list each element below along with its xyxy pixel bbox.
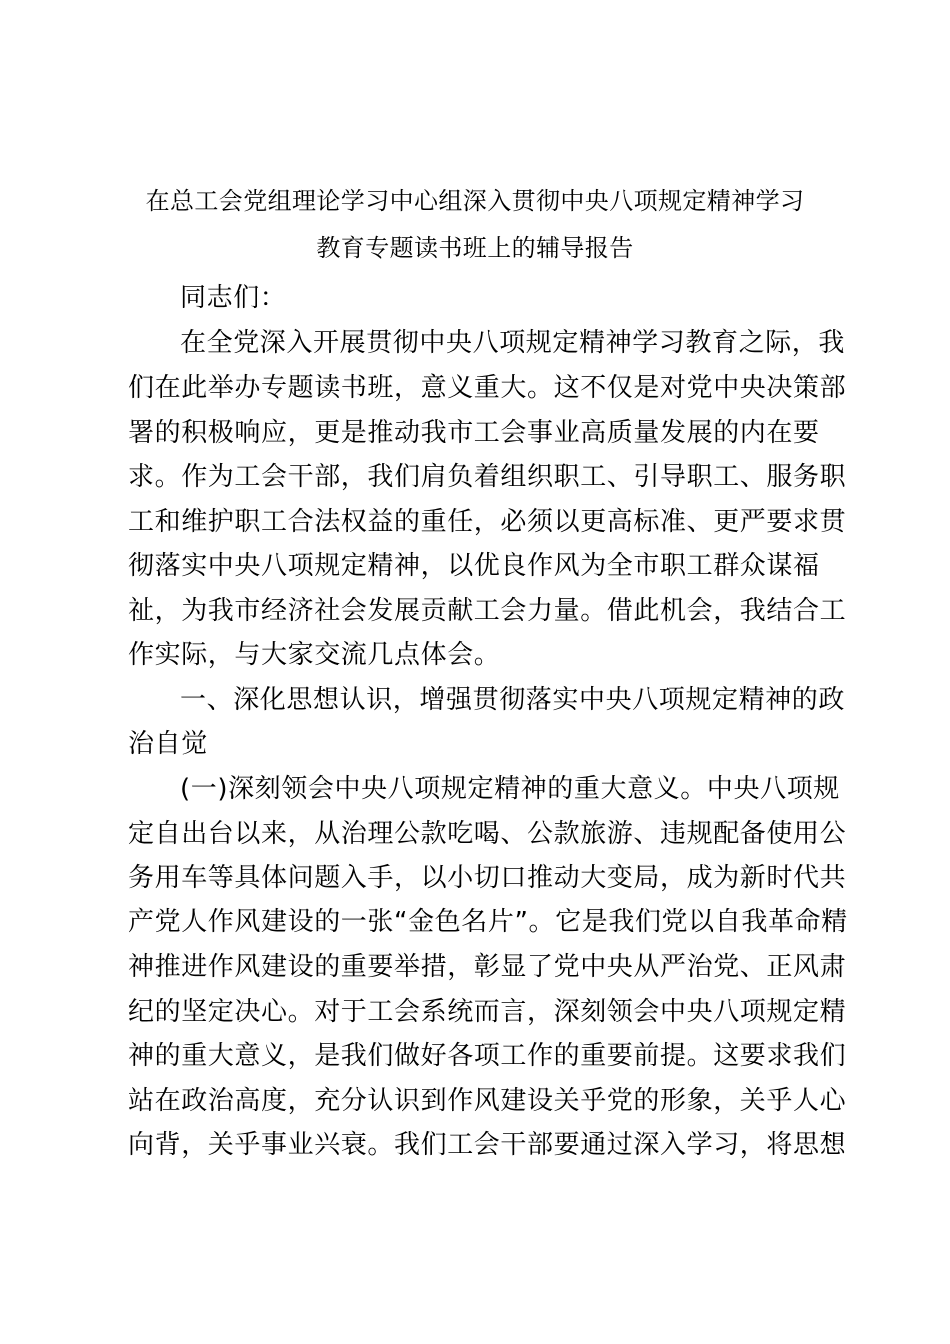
salutation: 同志们：: [180, 283, 287, 313]
paragraph-line: 产党人作风建设的一张“金色名片”。它是我们党以自我革命精: [128, 907, 848, 937]
paragraph-line: (一)深刻领会中央八项规定精神的重大意义。中央八项规: [180, 774, 840, 804]
paragraph-line: 向背，关乎事业兴衰。我们工会干部要通过深入学习，将思想: [128, 1130, 847, 1160]
section-heading-line: 一、深化思想认识，增强贯彻落实中央八项规定精神的政: [180, 685, 846, 715]
paragraph-line: 站在政治高度，充分认识到作风建设关乎党的形象，关乎人心: [128, 1086, 847, 1116]
paragraph-line: 们在此举办专题读书班，意义重大。这不仅是对党中央决策部: [128, 373, 847, 403]
paragraph-line: 务用车等具体问题入手，以小切口推动大变局，成为新时代共: [128, 863, 847, 893]
paragraph-line: 求。作为工会干部，我们肩负着组织职工、引导职工、服务职: [128, 462, 847, 492]
paragraph-line: 纪的坚定决心。对于工会系统而言，深刻领会中央八项规定精: [128, 997, 847, 1027]
section-heading-line: 治自觉: [128, 729, 208, 759]
paragraph-line: 彻落实中央八项规定精神，以优良作风为全市职工群众谋福: [128, 551, 820, 581]
paragraph-line: 祉，为我市经济社会发展贡献工会力量。借此机会，我结合工: [128, 596, 847, 626]
paragraph-line: 工和维护职工合法权益的重任，必须以更高标准、更严要求贯: [128, 507, 847, 537]
paragraph-line: 定自出台以来，从治理公款吃喝、公款旅游、违规配备使用公: [128, 819, 847, 849]
paragraph-line: 在全党深入开展贯彻中央八项规定精神学习教育之际，我: [180, 328, 846, 358]
paragraph-line: 神推进作风建设的重要举措，彰显了党中央从严治党、正风肃: [128, 952, 847, 982]
paragraph-line: 作实际，与大家交流几点体会。: [128, 640, 501, 670]
document-title-line-1: 在总工会党组理论学习中心组深入贯彻中央八项规定精神学习: [145, 187, 805, 215]
document-title-line-2: 教育专题读书班上的辅导报告: [316, 234, 634, 262]
paragraph-line: 神的重大意义，是我们做好各项工作的重要前提。这要求我们: [128, 1041, 847, 1071]
paragraph-line: 署的积极响应，更是推动我市工会事业高质量发展的内在要: [128, 418, 820, 448]
